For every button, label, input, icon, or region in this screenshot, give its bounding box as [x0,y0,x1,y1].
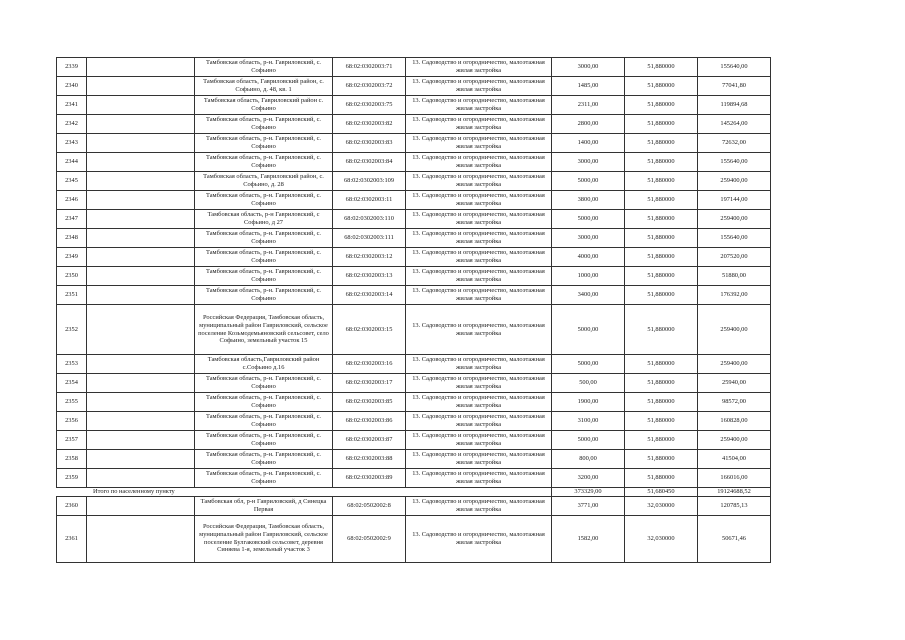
blank-cell [87,210,195,229]
area-cell: 3771,00 [552,496,625,515]
row-number: 2360 [57,496,87,515]
table-row [57,115,771,134]
cadastral-number-cell: 68:02:0302003:85 [333,393,406,412]
cadastral-number-cell: 68:02:0302003:14 [333,286,406,305]
land-use-cell: 13. Садоводство и огородничество, малоэтажная жилая застройка [406,515,552,562]
address-cell: Тамбовская область, р-н. Гавриловский, с. Софьино [195,412,333,431]
cadastral-value-cell: 155640,00 [698,229,771,248]
summary-value: 19124688,52 [698,488,771,497]
cadastral-value-cell: 176392,00 [698,286,771,305]
cadastral-value-cell: 155640,00 [698,153,771,172]
cadastral-value-cell: 160828,00 [698,412,771,431]
rate-cell: 32,030000 [625,496,698,515]
row-number: 2340 [57,77,87,96]
address-cell: Тамбовская область,Гавриловский район с.Софьино д.16 [195,355,333,374]
land-use-cell: 13. Садоводство и огородничество, малоэтажная жилая застройка [406,153,552,172]
address-cell: Тамбовская область, р-н. Гавриловский, с. Софьино [195,115,333,134]
land-use-cell: 13. Садоводство и огородничество, малоэтажная жилая застройка [406,393,552,412]
table-row [57,153,771,172]
address-cell: Тамбовская обл, р-н Гавриловский, д Синецка Первая [195,496,333,515]
address-cell: Тамбовская область, Гавриловский район, с. Софьино, д. 48, кв. 1 [195,77,333,96]
row-number: 2356 [57,412,87,431]
area-cell: 1485,00 [552,77,625,96]
rate-cell: 51,880000 [625,153,698,172]
cadastral-value-cell: 25940,00 [698,374,771,393]
address-cell: Тамбовская область, р-н. Гавриловский, с. Софьино [195,393,333,412]
land-use-cell: 13. Садоводство и огородничество, малоэтажная жилая застройка [406,286,552,305]
address-cell: Тамбовская область, р-н. Гавриловский, с. Софьино [195,374,333,393]
cadastral-value-cell: 155640,00 [698,58,771,77]
table-row [57,355,771,374]
table-row [57,431,771,450]
rate-cell: 51,880000 [625,355,698,374]
blank-cell [87,515,195,562]
area-cell: 2800,00 [552,115,625,134]
blank-cell [87,115,195,134]
table-row [57,191,771,210]
blank-cell [87,191,195,210]
land-use-cell: 13. Садоводство и огородничество, малоэтажная жилая застройка [406,469,552,488]
area-cell: 4000,00 [552,248,625,267]
table-row [57,210,771,229]
land-use-cell: 13. Садоводство и огородничество, малоэтажная жилая застройка [406,58,552,77]
land-use-cell: 13. Садоводство и огородничество, малоэтажная жилая застройка [406,172,552,191]
land-use-cell: 13. Садоводство и огородничество, малоэтажная жилая застройка [406,248,552,267]
row-number: 2355 [57,393,87,412]
row-number: 2357 [57,431,87,450]
land-use-cell: 13. Садоводство и огородничество, малоэтажная жилая застройка [406,77,552,96]
cadastral-value-cell: 259400,00 [698,355,771,374]
land-use-cell: 13. Садоводство и огородничество, малоэтажная жилая застройка [406,229,552,248]
land-use-cell: 13. Садоводство и огородничество, малоэтажная жилая застройка [406,96,552,115]
row-number: 2347 [57,210,87,229]
blank-cell [87,355,195,374]
area-cell: 3000,00 [552,153,625,172]
cadastral-number-cell: 68:02:0302003:82 [333,115,406,134]
rate-cell: 51,880000 [625,210,698,229]
rate-cell: 51,880000 [625,134,698,153]
area-cell: 3000,00 [552,58,625,77]
table-row [57,248,771,267]
area-cell: 1900,00 [552,393,625,412]
blank-cell [87,393,195,412]
address-cell: Тамбовская область, р-н. Гавриловский, с. Софьино [195,286,333,305]
cadastral-number-cell: 68:02:0302003:12 [333,248,406,267]
blank-cell [87,58,195,77]
area-cell: 1582,00 [552,515,625,562]
cadastral-value-cell: 259400,00 [698,210,771,229]
cadastral-number-cell: 68:02:0302003:72 [333,77,406,96]
cadastral-value-cell: 119894,68 [698,96,771,115]
table-row [57,77,771,96]
cadastral-number-cell: 68:02:0302003:11 [333,191,406,210]
area-cell: 5000,00 [552,210,625,229]
cadastral-value-cell: 50671,46 [698,515,771,562]
table-row [57,96,771,115]
row-number: 2351 [57,286,87,305]
row-number: 2352 [57,305,87,355]
rate-cell: 51,880000 [625,374,698,393]
rate-cell: 51,880000 [625,172,698,191]
row-number: 2341 [57,96,87,115]
cadastral-value-table [56,57,771,563]
row-number: 2353 [57,355,87,374]
address-cell: Тамбовская область, р-н. Гавриловский, с. Софьино [195,248,333,267]
address-cell: Тамбовская область, Гавриловский район с. Софьино [195,96,333,115]
blank-cell [87,267,195,286]
summary-row [57,488,771,497]
rate-cell: 51,880000 [625,393,698,412]
land-use-cell: 13. Садоводство и огородничество, малоэтажная жилая застройка [406,412,552,431]
cadastral-number-cell: 68:02:0302003:83 [333,134,406,153]
cadastral-number-cell: 68:02:0502002:9 [333,515,406,562]
address-cell: Тамбовская область, р-н. Гавриловский, с. Софьино [195,229,333,248]
area-cell: 3100,00 [552,412,625,431]
cadastral-value-cell: 98572,00 [698,393,771,412]
cadastral-number-cell: 68:02:0302003:71 [333,58,406,77]
blank-cell [87,248,195,267]
area-cell: 1000,00 [552,267,625,286]
cadastral-number-cell: 68:02:0302003:87 [333,431,406,450]
address-cell: Тамбовская область, р-н. Гавриловский, с. Софьино [195,153,333,172]
blank-cell [87,412,195,431]
blank-cell [87,374,195,393]
rate-cell: 51,880000 [625,469,698,488]
address-cell: Тамбовская область, р-н. Гавриловский, с. Софьино [195,191,333,210]
row-number: 2348 [57,229,87,248]
table-row [57,515,771,562]
row-number: 2350 [57,267,87,286]
area-cell: 3000,00 [552,229,625,248]
blank-cell [87,229,195,248]
row-number: 2359 [57,469,87,488]
land-use-cell: 13. Садоводство и огородничество, малоэтажная жилая застройка [406,305,552,355]
table-row [57,412,771,431]
rate-cell: 51,880000 [625,58,698,77]
rate-cell: 51,880000 [625,248,698,267]
land-use-cell: 13. Садоводство и огородничество, малоэтажная жилая застройка [406,267,552,286]
table-row [57,134,771,153]
blank-cell [87,286,195,305]
address-cell: Тамбовская область, р-н. Гавриловский, с. Софьино [195,134,333,153]
land-use-cell: 13. Садоводство и огородничество, малоэтажная жилая застройка [406,355,552,374]
row-number: 2349 [57,248,87,267]
area-cell: 3200,00 [552,469,625,488]
area-cell: 800,00 [552,450,625,469]
cadastral-number-cell: 68:02:0302003:75 [333,96,406,115]
cadastral-value-cell: 72632,00 [698,134,771,153]
area-cell: 3400,00 [552,286,625,305]
address-cell: Тамбовская область, р-н. Гавриловский, с. Софьино [195,58,333,77]
land-use-cell: 13. Садоводство и огородничество, малоэтажная жилая застройка [406,115,552,134]
cadastral-number-cell: 68:02:0302003:86 [333,412,406,431]
area-cell: 5000,00 [552,305,625,355]
table-row [57,450,771,469]
blank-cell [87,496,195,515]
blank-cell [87,172,195,191]
row-number: 2345 [57,172,87,191]
area-cell: 3800,00 [552,191,625,210]
area-cell: 5000,00 [552,355,625,374]
table-row [57,267,771,286]
land-use-cell: 13. Садоводство и огородничество, малоэтажная жилая застройка [406,134,552,153]
table-row [57,305,771,355]
table-row [57,393,771,412]
rate-cell: 51,880000 [625,412,698,431]
row-number: 2358 [57,450,87,469]
land-use-cell: 13. Садоводство и огородничество, малоэтажная жилая застройка [406,496,552,515]
cadastral-number-cell: 68:02:0302003:17 [333,374,406,393]
cadastral-number-cell: 68:02:0302003:16 [333,355,406,374]
row-number: 2361 [57,515,87,562]
blank-cell [87,450,195,469]
cadastral-number-cell: 68:02:0502002:8 [333,496,406,515]
area-cell: 5000,00 [552,172,625,191]
rate-cell: 51,880000 [625,267,698,286]
cadastral-number-cell: 68:02:0302003:111 [333,229,406,248]
cadastral-value-cell: 145264,00 [698,115,771,134]
address-cell: Российская Федерация, Тамбовская область, муниципальный район Гавриловский, сельское поселение Булгаковский сельсовет, деревня Синяева 1-я, земельный участок 3 [195,515,333,562]
cadastral-value-cell: 259400,00 [698,305,771,355]
blank-cell [87,469,195,488]
rate-cell: 51,880000 [625,286,698,305]
cadastral-value-cell: 259400,00 [698,172,771,191]
rate-cell: 51,880000 [625,191,698,210]
row-number: 2346 [57,191,87,210]
address-cell: Тамбовская область, р-н Гавриловский, с Софьино, д 27 [195,210,333,229]
area-cell: 500,00 [552,374,625,393]
cadastral-value-cell: 120785,13 [698,496,771,515]
address-cell: Тамбовская область, р-н. Гавриловский, с. Софьино [195,267,333,286]
table-row [57,58,771,77]
row-number: 2342 [57,115,87,134]
table-row [57,229,771,248]
blank-cell [87,153,195,172]
summary-rate: 51,680450 [625,488,698,497]
rate-cell: 32,030000 [625,515,698,562]
area-cell: 2311,00 [552,96,625,115]
row-number: 2339 [57,58,87,77]
rate-cell: 51,880000 [625,96,698,115]
address-cell: Тамбовская область, Гавриловский район, с. Софьино, д. 28 [195,172,333,191]
address-cell: Тамбовская область, р-н. Гавриловский, с. Софьино [195,450,333,469]
land-use-cell: 13. Садоводство и огородничество, малоэтажная жилая застройка [406,210,552,229]
table-row [57,374,771,393]
summary-label: Итого по населенному пункту [57,488,552,497]
blank-cell [87,305,195,355]
cadastral-value-cell: 259400,00 [698,431,771,450]
cadastral-value-cell: 197144,00 [698,191,771,210]
cadastral-number-cell: 68:02:0302003:13 [333,267,406,286]
address-cell: Российская Федерация, Тамбовская область, муниципальный район Гавриловский, сельское поселение Козьмодемьяновский сельсовет, село Софьино, земельный участок 15 [195,305,333,355]
table-row [57,172,771,191]
rate-cell: 51,880000 [625,305,698,355]
cadastral-number-cell: 68:02:0302003:88 [333,450,406,469]
table-row [57,496,771,515]
cadastral-number-cell: 68:02:0302003:84 [333,153,406,172]
land-use-cell: 13. Садоводство и огородничество, малоэтажная жилая застройка [406,191,552,210]
blank-cell [87,96,195,115]
summary-area: 373329,00 [552,488,625,497]
address-cell: Тамбовская область, р-н. Гавриловский, с. Софьино [195,469,333,488]
land-use-cell: 13. Садоводство и огородничество, малоэтажная жилая застройка [406,431,552,450]
cadastral-value-cell: 207520,00 [698,248,771,267]
cadastral-value-cell: 51880,00 [698,267,771,286]
cadastral-value-cell: 41504,00 [698,450,771,469]
rate-cell: 51,880000 [625,115,698,134]
land-use-cell: 13. Садоводство и огородничество, малоэтажная жилая застройка [406,374,552,393]
cadastral-number-cell: 68:02:0302003:15 [333,305,406,355]
table-row [57,286,771,305]
area-cell: 1400,00 [552,134,625,153]
blank-cell [87,77,195,96]
rate-cell: 51,880000 [625,229,698,248]
cadastral-number-cell: 68:02:0302003:89 [333,469,406,488]
area-cell: 5000,00 [552,431,625,450]
rate-cell: 51,880000 [625,450,698,469]
row-number: 2343 [57,134,87,153]
table-row [57,469,771,488]
rate-cell: 51,880000 [625,77,698,96]
blank-cell [87,134,195,153]
cadastral-value-cell: 166016,00 [698,469,771,488]
rate-cell: 51,880000 [625,431,698,450]
row-number: 2344 [57,153,87,172]
cadastral-number-cell: 68:02:0302003:110 [333,210,406,229]
cadastral-number-cell: 68:02:0302003:109 [333,172,406,191]
address-cell: Тамбовская область, р-н. Гавриловский, с. Софьино [195,431,333,450]
blank-cell [87,431,195,450]
row-number: 2354 [57,374,87,393]
cadastral-value-cell: 77041,80 [698,77,771,96]
land-use-cell: 13. Садоводство и огородничество, малоэтажная жилая застройка [406,450,552,469]
